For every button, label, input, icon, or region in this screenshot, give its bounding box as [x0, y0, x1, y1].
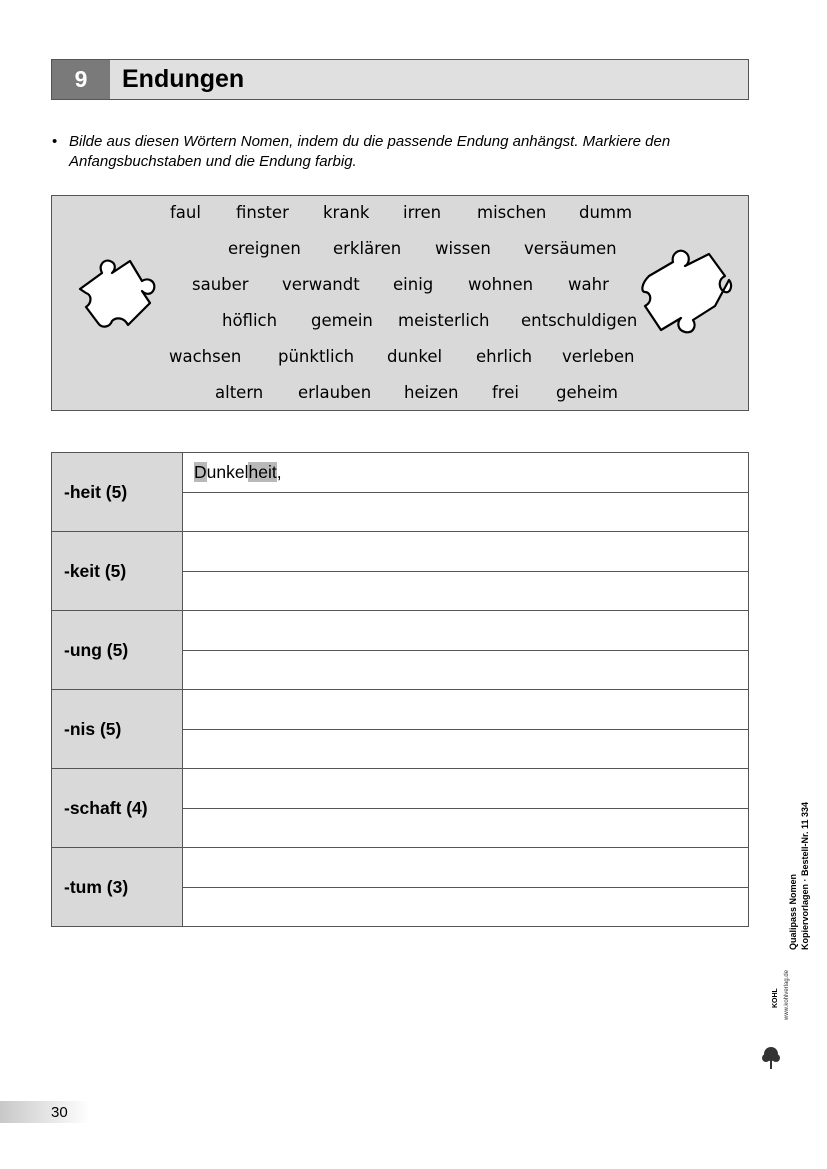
word: wahr — [568, 274, 609, 294]
bullet-icon: • — [52, 133, 58, 150]
highlight-ending: heit — [248, 462, 277, 482]
word: wissen — [435, 238, 491, 258]
example-stem: unkel — [206, 462, 249, 482]
section-header — [51, 59, 749, 100]
answer-line[interactable] — [183, 848, 748, 888]
instruction-line-2: Anfangsbuchstaben und die Endung farbig. — [69, 153, 357, 170]
word-box — [51, 195, 749, 411]
answer-line[interactable] — [183, 769, 748, 809]
instruction-line-1: Bilde aus diesen Wörtern Nomen, indem du die passende Endung anhängst. Markiere den — [69, 133, 671, 150]
instruction — [52, 132, 742, 172]
word: verleben — [562, 346, 635, 366]
page-number-bar — [0, 1101, 90, 1123]
ending-label: -keit (5) — [52, 532, 183, 610]
word: altern — [215, 382, 264, 402]
answer-line[interactable] — [183, 453, 748, 493]
puzzle-piece-icon — [72, 251, 167, 331]
word-row-6 — [52, 374, 748, 410]
word: höflich — [222, 310, 278, 330]
ending-label: -ung (5) — [52, 611, 183, 689]
ending-label: -schaft (4) — [52, 769, 183, 847]
ending-label: -tum (3) — [52, 848, 183, 926]
answer-line[interactable] — [183, 493, 748, 532]
publisher-url: www.kohlverlag.de — [784, 969, 790, 1020]
ending-label: -nis (5) — [52, 690, 183, 768]
word: pünktlich — [278, 346, 355, 366]
publisher-name: KOHL — [772, 988, 779, 1008]
tree-logo-icon — [761, 1045, 781, 1071]
word: mischen — [477, 202, 547, 222]
word-row-5 — [52, 338, 748, 374]
endings-table — [51, 452, 749, 927]
word: irren — [403, 202, 442, 222]
word: heizen — [404, 382, 459, 402]
imprint-title: Qualipass Nomen — [788, 873, 798, 950]
example-answer — [194, 462, 282, 483]
table-row — [52, 532, 748, 611]
section-number: 9 — [52, 60, 110, 99]
answer-line[interactable] — [183, 651, 748, 690]
word: dumm — [579, 202, 633, 222]
word: wohnen — [468, 274, 534, 294]
word: ereignen — [228, 238, 301, 258]
puzzle-piece-icon — [639, 246, 734, 336]
imprint-order-number: Kopiervorlagen · Bestell-Nr. 11 334 — [800, 801, 810, 950]
word: erlauben — [298, 382, 372, 402]
word: faul — [170, 202, 201, 222]
word: versäumen — [524, 238, 617, 258]
word: meisterlich — [398, 310, 490, 330]
table-row — [52, 453, 748, 532]
word: verwandt — [282, 274, 360, 294]
word: sauber — [192, 274, 249, 294]
example-comma: , — [276, 462, 282, 482]
page-title: Endungen — [122, 65, 245, 93]
answer-line[interactable] — [183, 532, 748, 572]
word: dunkel — [387, 346, 443, 366]
answer-line[interactable] — [183, 690, 748, 730]
answer-line[interactable] — [183, 730, 748, 769]
word: krank — [323, 202, 370, 222]
table-row — [52, 769, 748, 848]
page-number: 30 — [51, 1104, 68, 1121]
table-row — [52, 611, 748, 690]
word: wachsen — [169, 346, 242, 366]
imprint — [736, 801, 810, 1020]
answer-line[interactable] — [183, 888, 748, 927]
word: entschuldigen — [521, 310, 638, 330]
table-row — [52, 848, 748, 927]
word: einig — [393, 274, 434, 294]
highlight-initial: D — [194, 462, 207, 482]
word: gemein — [311, 310, 373, 330]
word: finster — [236, 202, 289, 222]
table-row — [52, 690, 748, 769]
word: ehrlich — [476, 346, 533, 366]
word-row-1 — [52, 194, 748, 230]
word: geheim — [556, 382, 618, 402]
answer-line[interactable] — [183, 611, 748, 651]
word: frei — [492, 382, 519, 402]
ending-label: -heit (5) — [52, 453, 183, 531]
answer-line[interactable] — [183, 809, 748, 848]
answer-line[interactable] — [183, 572, 748, 611]
word: erklären — [333, 238, 402, 258]
